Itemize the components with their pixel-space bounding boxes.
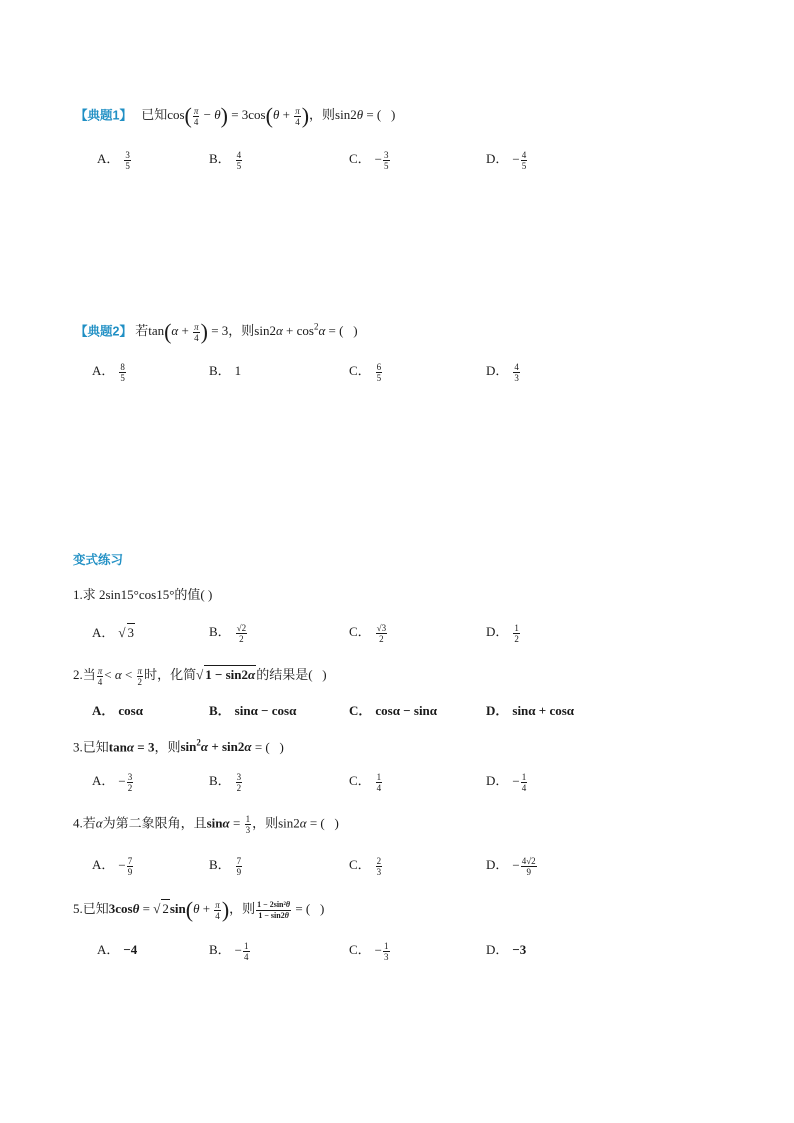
practice-q2-option-b[interactable]: B． sinα − cosα — [209, 703, 297, 718]
practice-q5-option-c[interactable]: C． − $\frac{1}{3}$ — [349, 941, 389, 962]
practice-q2-option-c[interactable]: C． cosα − sinα — [349, 703, 438, 718]
example1-option-d[interactable]: D． − $\frac{4}{5}$ — [486, 150, 527, 171]
practice-q3-option-b[interactable]: B． $\frac{3}{2}$ — [209, 772, 242, 793]
practice-q1-option-a[interactable]: A． √ 3 — [92, 625, 135, 640]
practice-q3-option-d[interactable]: D． − $\frac{1}{4}$ — [486, 772, 527, 793]
practice-q3-option-a[interactable]: A． − $\frac{3}{2}$ — [92, 772, 133, 793]
practice-q2-text: 2.当 $\frac{\pi}{4}$ < α < $\frac{\pi}{2}$ 时，化简√ 1 − sin2α的结果是( ) — [73, 665, 327, 687]
example2-option-d[interactable]: D． $\frac{4}{3}$ — [486, 362, 519, 383]
example2-option-b[interactable]: B． 1 — [209, 363, 242, 378]
example1-question — [75, 103, 396, 129]
practice-q5-option-a[interactable]: A． −4 — [97, 942, 138, 957]
example1-text: 已知cos( $\frac{\pi}{4}$ − θ) = 3cos(θ + $\frac{\pi}{4}$ )，则sin2θ = ( ) — [141, 103, 396, 129]
example2-option-c[interactable]: C． $\frac{6}{5}$ — [349, 362, 382, 383]
practice-q4-text: 4.若α为第二象限角，且sinα = $\frac{1}{3}$ ，则sin2α = ( ) — [73, 814, 339, 835]
example2-question — [75, 318, 358, 343]
practice-q5-text: 5.已知3cosθ = √ 2sin(θ + $\frac{\pi}{4}$ )，则 $\frac{\text{1 − 2sin²θ}}{1 - \sin 2\theta}$ = ( ) — [73, 897, 325, 923]
example1-option-a[interactable]: A． $\frac{3}{5}$ — [97, 150, 130, 171]
example1-tag: 【典题1】 — [75, 108, 132, 123]
practice-q3-option-c[interactable]: C． $\frac{1}{4}$ — [349, 772, 382, 793]
practice-q1-text: 1.求 2sin15°cos15°的值( ) — [73, 587, 213, 602]
practice-q2-option-a[interactable]: A． cosα — [92, 703, 143, 718]
practice-q5-option-b[interactable]: B． − $\frac{1}{4}$ — [209, 941, 249, 962]
practice-q1-option-c[interactable]: C． $\frac{√3}{2}$ — [349, 623, 387, 644]
practice-q4-option-c[interactable]: C． $\frac{2}{3}$ — [349, 856, 382, 877]
practice-q5-option-d[interactable]: D． −3 — [486, 942, 527, 957]
practice-q1-option-b[interactable]: B． $\frac{√2}{2}$ — [209, 623, 247, 644]
practice-q4-option-a[interactable]: A． − $\frac{7}{9}$ — [92, 856, 133, 877]
practice-q4-option-b[interactable]: B． $\frac{7}{9}$ — [209, 856, 242, 877]
example2-tag: 【典题2】 — [75, 324, 132, 339]
example2-option-a[interactable]: A． $\frac{8}{5}$ — [92, 362, 125, 383]
practice-title: 变式练习 — [73, 553, 124, 567]
practice-q1-option-d[interactable]: D． $\frac{1}{2}$ — [486, 623, 519, 644]
example2-text: 若tan(α + $\frac{\pi}{4}$ ) = 3，则$\sin 2\alpha + \cos^2\alpha$ = ( ) — [135, 319, 358, 345]
example1-option-b[interactable]: B． $\frac{4}{5}$ — [209, 150, 242, 171]
practice-q3-text: 3.已知tanα = 3，则$\sin^2\alpha + \sin 2\alpha$ = ( ) — [73, 738, 284, 755]
practice-q4-option-d[interactable]: D． − $\frac{4√2}{9}$ — [486, 856, 536, 877]
example1-option-c[interactable]: C． − $\frac{3}{5}$ — [349, 150, 389, 171]
practice-q2-option-d[interactable]: D． sinα + cosα — [486, 703, 575, 718]
